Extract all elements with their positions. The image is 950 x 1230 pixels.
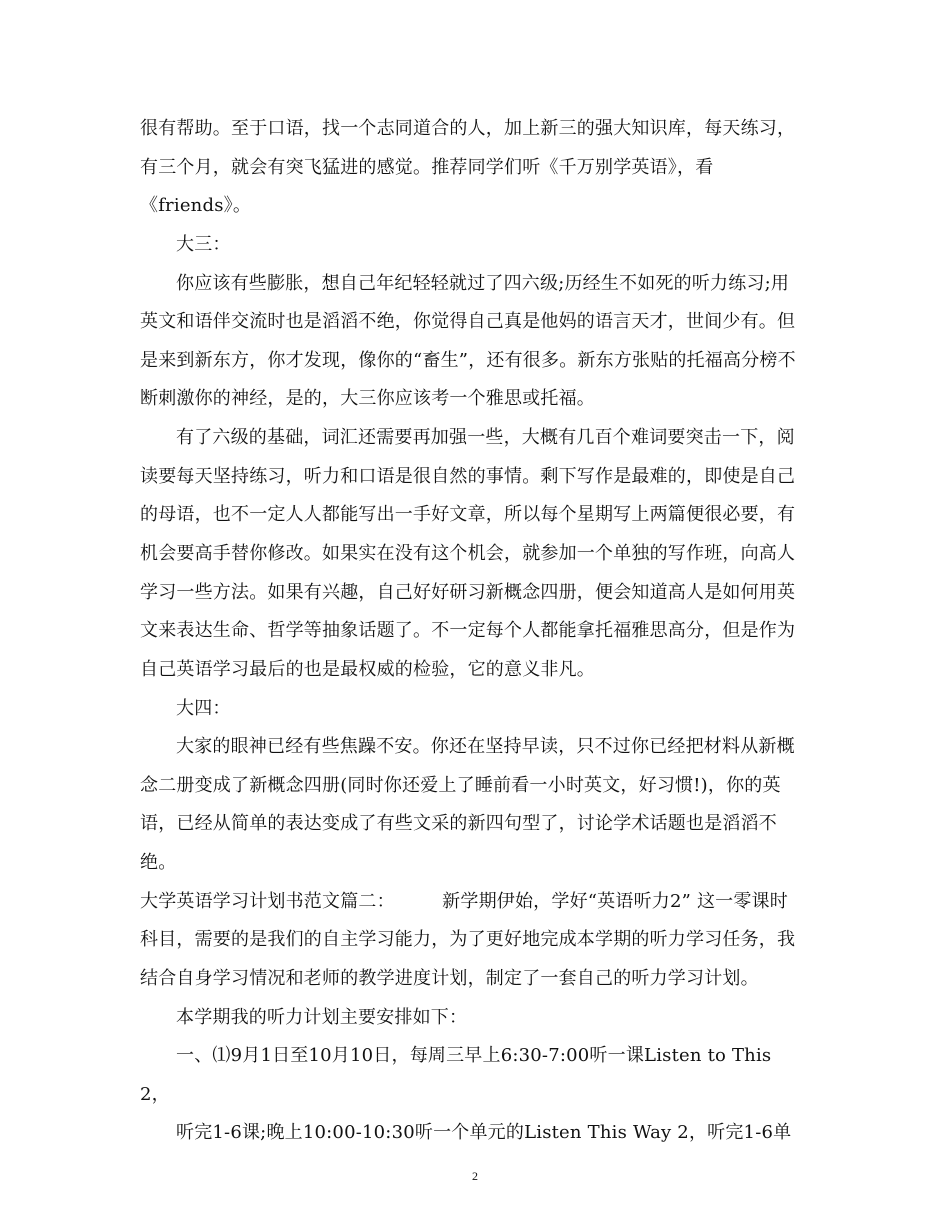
text-line: 英文和语伴交流时也是滔滔不绝，你觉得自己真是他妈的语言天才，世间少有。但: [140, 311, 796, 332]
text-line: 自己英语学习最后的也是最权威的检验，它的意义非凡。: [140, 659, 595, 680]
text-line: 读要每天坚持练习，听力和口语是很自然的事情。剩下写作是最难的，即使是自己: [140, 466, 796, 487]
text-line: 2，: [140, 1084, 170, 1105]
text-line: 的母语，也不一定人人都能写出一手好文章，所以每个星期写上两篇便很必要，有: [140, 504, 796, 525]
text-line: 听完1-6课;晚上10:00-10:30听一个单元的Listen This Way 2，听完1-6单: [176, 1122, 792, 1143]
text-line: 一、⑴9月1日至10月10日，每周三早上6:30-7:00听一课Listen to This: [176, 1045, 772, 1066]
text-line: 科目，需要的是我们的自主学习能力，为了更好地完成本学期的听力学习任务，我: [140, 929, 796, 950]
text-line: 机会要高手替你修改。如果实在没有这个机会，就参加一个单独的写作班，向高人: [140, 543, 796, 564]
text-line: 结合自身学习情况和老师的教学进度计划，制定了一套自己的听力学习计划。: [140, 968, 759, 989]
text-line: 很有帮助。至于口语，找一个志同道合的人，加上新三的强大知识库，每天练习，: [140, 118, 796, 139]
text-line: 大家的眼神已经有些焦躁不安。你还在坚持早读，只不过你已经把材料从新概: [176, 736, 795, 757]
text-line: 文来表达生命、哲学等抽象话题了。不一定每个人都能拿托福雅思高分，但是作为: [140, 620, 796, 641]
text-line: 本学期我的听力计划主要安排如下：: [176, 1007, 468, 1028]
text-line: 语，已经从简单的表达变成了有些文采的新四句型了，讨论学术话题也是滔滔不: [140, 813, 777, 834]
text-line: 《friends》。: [140, 195, 252, 216]
text-line: 绝。: [140, 852, 177, 873]
text-line: 有三个月，就会有突飞猛进的感觉。推荐同学们听《千万别学英语》，看: [140, 157, 714, 178]
section-heading: 大三：: [176, 234, 231, 255]
text-line: 是来到新东方，你才发现，像你的“畜生”，还有很多。新东方张贴的托福高分榜不: [140, 350, 796, 371]
text-line: 学习一些方法。如果有兴趣，自己好好研习新概念四册，便会知道高人是如何用英: [140, 582, 796, 603]
page-number: 2: [472, 1169, 478, 1183]
section-heading: 大四：: [176, 698, 231, 719]
text-line: 你应该有些膨胀，想自己年纪轻轻就过了四六级;历经生不如死的听力练习;用: [176, 273, 790, 294]
text-line: 有了六级的基础，词汇还需要再加强一些，大概有几百个难词要突击一下，阅: [176, 427, 795, 448]
text-line: 念二册变成了新概念四册(同时你还爱上了睡前看一小时英文，好习惯!)，你的英: [140, 775, 781, 796]
text-line: 断刺激你的神经，是的，大三你应该考一个雅思或托福。: [140, 388, 595, 409]
text-line: 大学英语学习计划书范文篇二： 新学期伊始，学好“英语听力2” 这一零课时: [140, 891, 788, 912]
